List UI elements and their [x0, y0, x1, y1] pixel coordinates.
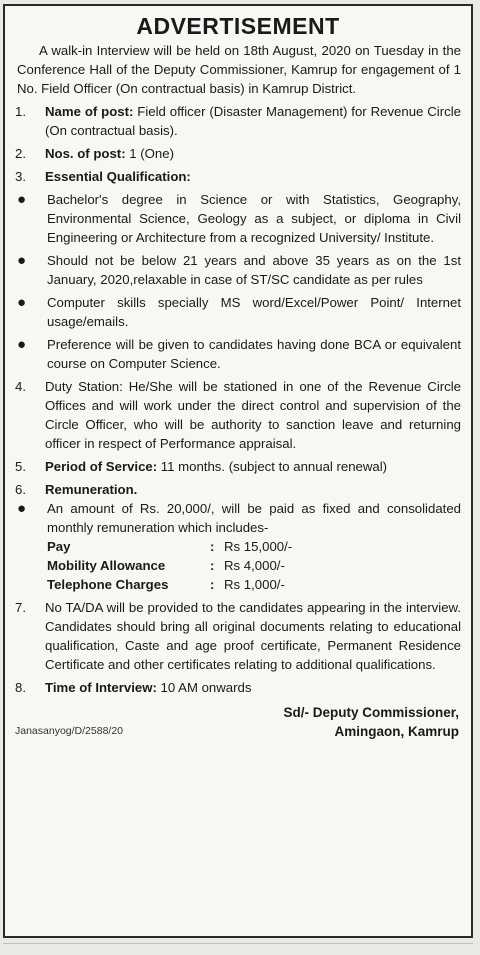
item-time-of-interview — [5, 678, 471, 697]
item-number: 2. — [15, 146, 26, 161]
bullet-text: An amount of Rs. 20,000/, will be paid as fixed and consolidated monthly remuneration which includes- — [47, 501, 461, 535]
bullet-text: Computer skills specially MS word/Excel/Power Point/ Internet usage/emails. — [47, 295, 461, 329]
pay-row: Mobility Allowance : Rs 4,000/- — [47, 558, 285, 573]
bullet-icon: ● — [17, 294, 27, 311]
item-number: 3. — [15, 169, 26, 184]
bullet-text: Preference will be given to candidates having done BCA or equivalent course on Computer Science. — [47, 337, 461, 371]
qualification-bullet — [5, 335, 471, 373]
pay-value: Rs 1,000/- — [224, 577, 285, 592]
remuneration-bullet — [5, 499, 471, 537]
item-essential-qualification — [5, 167, 471, 186]
item-remuneration — [5, 480, 471, 499]
item-label: Name of post: — [45, 104, 134, 119]
item-text: No TA/DA will be provided to the candidates appearing in the interview. Candidates should bring all original documents relating to educational qualification, Caste and age proof certificate, Permanent Residence Certificate and other certificates relating to additional qualifications. — [45, 600, 461, 672]
pay-label: Telephone Charges — [47, 577, 169, 592]
item-text: 1 (One) — [125, 146, 174, 161]
item-number: 1. — [15, 104, 26, 119]
qualification-bullet — [5, 293, 471, 331]
item-period-of-service — [5, 457, 471, 476]
item-number: 4. — [15, 379, 26, 394]
item-label: Essential Qualification: — [45, 169, 191, 184]
signature-block — [283, 703, 459, 741]
signature-area — [5, 703, 471, 747]
item-text: Duty Station: He/She will be stationed in one of the Revenue Circle Offices and will work under the direct control and supervision of the Circle Officer, who will be authority to sanction leave and returning officer in respect of Performance appraisal. — [45, 379, 461, 451]
pay-value: Rs 4,000/- — [224, 558, 285, 573]
intro-paragraph: A walk-in Interview will be held on 18th August, 2020 on Tuesday in the Conference Hall of the Deputy Commissioner, Kamrup for engagement of 1 No. Field Officer (On contractual basis) in Kamrup District. — [17, 43, 461, 96]
item-text: Field officer (Disaster Management) for Revenue Circle (On contractual basis). — [45, 104, 461, 138]
pay-row: Telephone Charges : Rs 1,000/- — [47, 577, 285, 592]
page-title: ADVERTISEMENT — [136, 13, 340, 39]
bullet-text: Should not be below 21 years and above 35 years as on the 1st January, 2020,relaxable in case of ST/SC candidate as per rules — [47, 253, 461, 287]
item-label: Remuneration. — [45, 482, 138, 497]
bullet-icon: ● — [17, 500, 27, 517]
reference-number: Janasanyog/D/2588/20 — [15, 725, 123, 737]
item-number: 7. — [15, 600, 26, 615]
qualification-bullet — [5, 190, 471, 247]
qualification-bullet — [5, 251, 471, 289]
item-number: 5. — [15, 459, 26, 474]
pay-breakdown — [47, 537, 471, 594]
item-text: 11 months. (subject to annual renewal) — [157, 459, 388, 474]
pay-value: Rs 15,000/- — [224, 539, 293, 554]
item-duty-station — [5, 377, 471, 453]
item-number: 8. — [15, 680, 26, 695]
item-ta-da — [5, 598, 471, 674]
item-label: Time of Interview: — [45, 680, 157, 695]
item-name-of-post — [5, 102, 471, 140]
pay-row: Pay : Rs 15,000/- — [47, 539, 293, 554]
bullet-icon: ● — [17, 336, 27, 353]
item-label: Period of Service: — [45, 459, 158, 474]
bullet-icon: ● — [17, 191, 27, 208]
item-text: 10 AM onwards — [156, 680, 252, 695]
bullet-text: Bachelor's degree in Science or with Statistics, Geography, Environmental Science, Geology as a subject, or diploma in Civil Engineering or Architecture from a recognized University/ Institute. — [47, 192, 461, 245]
pay-label: Pay — [47, 539, 71, 554]
advertisement-notice — [3, 4, 473, 938]
signature-line-2: Amingaon, Kamrup — [334, 724, 459, 739]
bullet-icon: ● — [17, 252, 27, 269]
pay-label: Mobility Allowance — [47, 558, 166, 573]
item-label: Nos. of post: — [45, 146, 126, 161]
page-edge-divider — [3, 943, 473, 944]
item-nos-of-post — [5, 144, 471, 163]
item-number: 6. — [15, 482, 26, 497]
signature-line-1: Sd/- Deputy Commissioner, — [283, 705, 459, 720]
